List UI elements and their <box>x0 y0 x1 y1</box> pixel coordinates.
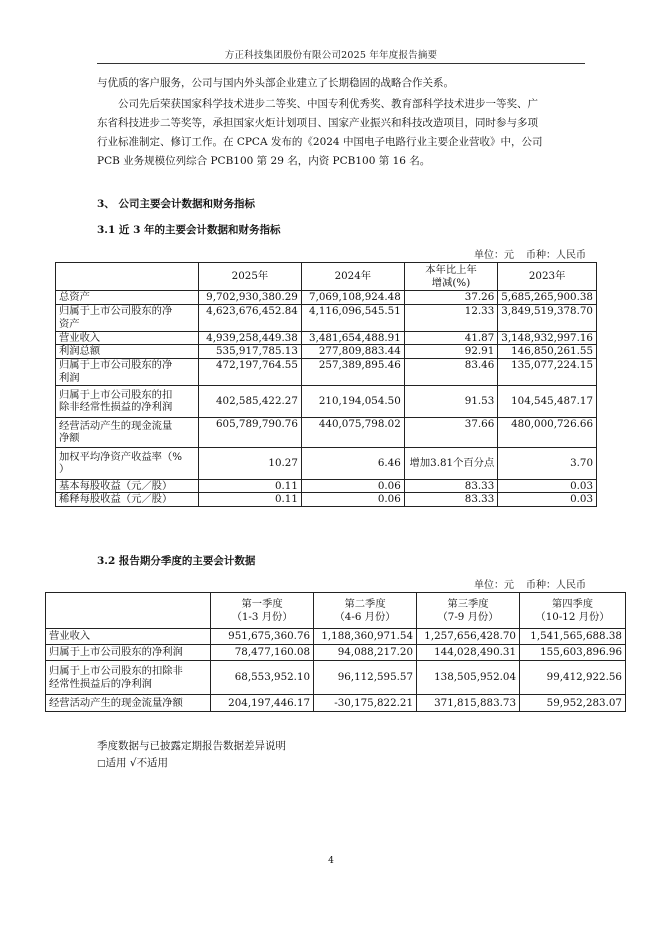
q4-name: 第四季度 <box>551 598 594 610</box>
header-divider <box>97 63 585 64</box>
value-2025: 535,917,785.13 <box>198 345 301 359</box>
value-2023: 135,077,224.15 <box>498 358 597 385</box>
section-3-2-heading: 3.2 报告期分季度的主要会计数据 <box>97 555 256 567</box>
table2-unit: 单位：元 <box>474 580 514 591</box>
awards-line-4: PCB 业务规模位列综合 PCB100 第 29 名，内资 PCB100 第 16 名。 <box>97 155 431 167</box>
quarterly-financial-table <box>45 592 626 712</box>
row-label-line-2: 净额 <box>59 432 80 444</box>
table-row <box>56 358 597 385</box>
applicable-checkbox-icon: □ <box>97 759 106 769</box>
table2-unit-line <box>474 576 586 591</box>
col-2024: 2024年 <box>301 263 404 291</box>
value-q4: 99,412,922.56 <box>520 661 626 695</box>
value-2025: 605,789,790.76 <box>198 417 301 447</box>
row-label <box>46 661 211 695</box>
row-label-line-2: 经常性损益后的净利润 <box>49 677 152 690</box>
awards-line-1: 公司先后荣获国家科学技术进步二等奖、中国专利优秀奖、教育部科学技术进步一等奖、广 <box>118 98 538 110</box>
col-q1 <box>211 593 314 629</box>
row-label: 归属于上市公司股东的净利润 <box>46 645 211 661</box>
value-2023: 104,545,487.17 <box>498 385 597 417</box>
value-2024: 0.06 <box>301 493 404 507</box>
section-3-heading: 3、 公司主要会计数据和财务指标 <box>97 198 255 210</box>
table-row <box>56 417 597 447</box>
value-2024: 440,075,798.02 <box>301 417 404 447</box>
page-number: 4 <box>328 856 334 866</box>
value-2023: 0.03 <box>498 493 597 507</box>
value-q1: 78,477,160.08 <box>211 645 314 661</box>
applicable-label: 适用 <box>105 757 127 769</box>
value-2024: 3,481,654,488.91 <box>301 331 404 345</box>
row-label-line-2: 资产 <box>59 317 80 330</box>
checkmark-icon: √ <box>129 757 137 769</box>
row-label: 基本每股收益（元／股） <box>56 479 199 493</box>
applicability-options <box>97 755 168 770</box>
row-label: 营业收入 <box>56 331 199 345</box>
table-row <box>56 304 597 331</box>
row-label-line-1: 归属于上市公司股东的扣 <box>59 388 173 401</box>
table-row <box>46 629 626 645</box>
col-q2 <box>314 593 417 629</box>
value-2025: 0.11 <box>198 479 301 493</box>
row-label <box>56 304 199 331</box>
table2-currency: 币种：人民币 <box>526 580 586 591</box>
col-2025: 2025年 <box>198 263 301 291</box>
value-q1: 204,197,446.17 <box>211 695 314 712</box>
value-2025: 4,623,676,452.84 <box>198 304 301 331</box>
col-change-line-2: 增减(%) <box>431 276 471 289</box>
row-label-line-2: 利润 <box>59 371 80 384</box>
value-q3: 371,815,883.73 <box>417 695 520 712</box>
table-row <box>46 695 626 712</box>
col-2023: 2023年 <box>498 263 597 291</box>
table-row <box>56 493 597 507</box>
quarterly-difference-note: 季度数据与已披露定期报告数据差异说明 <box>97 740 286 752</box>
col-change-line-1: 本年比上年 <box>425 264 477 276</box>
table-row <box>56 331 597 345</box>
section-3-1-heading: 3.1 近 3 年的主要会计数据和财务指标 <box>97 224 281 236</box>
not-applicable-label: 不适用 <box>136 757 169 769</box>
intro-paragraph-continued: 与优质的客户服务，公司与国内外头部企业建立了长期稳固的战略合作关系。 <box>97 77 454 89</box>
row-label: 营业收入 <box>46 629 211 645</box>
value-2023: 3.70 <box>498 447 597 479</box>
value-change: 83.33 <box>404 479 498 493</box>
value-q3: 144,028,490.31 <box>417 645 520 661</box>
table-row <box>46 645 626 661</box>
value-change: 91.53 <box>404 385 498 417</box>
q1-name: 第一季度 <box>241 598 283 610</box>
value-q3: 138,505,952.04 <box>417 661 520 695</box>
value-change: 92.91 <box>404 345 498 359</box>
table-row <box>46 661 626 695</box>
value-2024: 7,069,108,924.48 <box>301 291 404 305</box>
row-label <box>56 385 199 417</box>
row-label: 总资产 <box>56 291 199 305</box>
value-2024: 210,194,054.50 <box>301 385 404 417</box>
value-change: 增加3.81个百分点 <box>404 447 498 479</box>
table2-header-row <box>46 593 626 629</box>
row-label <box>56 417 199 447</box>
table1-header-row <box>56 263 597 291</box>
value-change: 41.87 <box>404 331 498 345</box>
value-q3: 1,257,656,428.70 <box>417 629 520 645</box>
row-label-line-1: 加权平均净资产收益率（% <box>59 450 183 463</box>
value-2024: 6.46 <box>301 447 404 479</box>
value-change: 12.33 <box>404 304 498 331</box>
row-label: 稀释每股收益（元／股） <box>56 493 199 507</box>
value-2023: 146,850,261.55 <box>498 345 597 359</box>
value-2024: 4,116,096,545.51 <box>301 304 404 331</box>
table1-currency: 币种：人民币 <box>526 250 586 261</box>
value-2024: 277,809,883.44 <box>301 345 404 359</box>
table-row <box>56 479 597 493</box>
table-row <box>56 291 597 305</box>
value-2023: 3,148,932,997.16 <box>498 331 597 345</box>
table1-corner-cell <box>56 263 199 291</box>
col-q4 <box>520 593 626 629</box>
row-label-line-2: ） <box>59 463 70 475</box>
q3-months: （7-9 月份） <box>437 610 499 623</box>
value-change: 37.26 <box>404 291 498 305</box>
value-2025: 4,939,258,449.38 <box>198 331 301 345</box>
value-q2: 1,188,360,971.54 <box>314 629 417 645</box>
value-2025: 10.27 <box>198 447 301 479</box>
row-label: 利润总额 <box>56 345 199 359</box>
table-row <box>56 447 597 479</box>
awards-line-2: 东省科技进步二等奖等，承担国家火炬计划项目、国家产业振兴和科技改造项目，同时参与多项 <box>97 117 538 129</box>
row-label-line-1: 经营活动产生的现金流量 <box>59 419 173 432</box>
value-q1: 68,553,952.10 <box>211 661 314 695</box>
row-label-line-1: 归属于上市公司股东的净 <box>59 359 173 371</box>
value-2023: 3,849,519,378.70 <box>498 304 597 331</box>
value-change: 83.33 <box>404 493 498 507</box>
value-2023: 0.03 <box>498 479 597 493</box>
table-row <box>56 345 597 359</box>
row-label-line-1: 归属于上市公司股东的净 <box>59 305 173 317</box>
value-2025: 402,585,422.27 <box>198 385 301 417</box>
page-header: 方正科技集团股份有限公司2025 年年度报告摘要 <box>224 50 438 61</box>
value-2024: 257,389,895.46 <box>301 358 404 385</box>
col-q3 <box>417 593 520 629</box>
row-label <box>56 358 199 385</box>
value-q2: 94,088,217.20 <box>314 645 417 661</box>
value-q4: 59,952,283.07 <box>520 695 626 712</box>
row-label-line-1: 归属于上市公司股东的扣除非 <box>49 665 183 677</box>
value-change: 37.66 <box>404 417 498 447</box>
row-label <box>56 447 199 479</box>
table2-corner-cell <box>46 593 211 629</box>
value-2025: 472,197,764.55 <box>198 358 301 385</box>
q2-name: 第二季度 <box>344 598 386 610</box>
table1-unit: 单位：元 <box>474 250 514 261</box>
intro-paragraph-awards <box>97 95 597 171</box>
value-2025: 0.11 <box>198 493 301 507</box>
q1-months: （1-3 月份） <box>231 610 293 623</box>
awards-line-3: 行业标准制定、修订工作。在 CPCA 发布的《2024 中国电子电路行业主要企业营收》中，公司 <box>97 136 543 148</box>
annual-financial-table <box>55 262 597 507</box>
value-2023: 480,000,726.66 <box>498 417 597 447</box>
value-change: 83.46 <box>404 358 498 385</box>
q3-name: 第三季度 <box>447 598 489 610</box>
table1-unit-line <box>474 246 586 261</box>
row-label-line-2: 除非经常性损益的净利润 <box>59 401 173 413</box>
col-change <box>404 263 498 291</box>
value-2025: 9,702,930,380.29 <box>198 291 301 305</box>
value-2023: 5,685,265,900.38 <box>498 291 597 305</box>
value-q4: 155,603,896.96 <box>520 645 626 661</box>
q2-months: （4-6 月份） <box>334 610 396 623</box>
q4-months: （10-12 月份） <box>535 610 610 623</box>
value-q1: 951,675,360.76 <box>211 629 314 645</box>
value-2024: 0.06 <box>301 479 404 493</box>
row-label: 经营活动产生的现金流量净额 <box>46 695 211 712</box>
table-row <box>56 385 597 417</box>
value-q4: 1,541,565,688.38 <box>520 629 626 645</box>
value-q2: -30,175,822.21 <box>314 695 417 712</box>
value-q2: 96,112,595.57 <box>314 661 417 695</box>
